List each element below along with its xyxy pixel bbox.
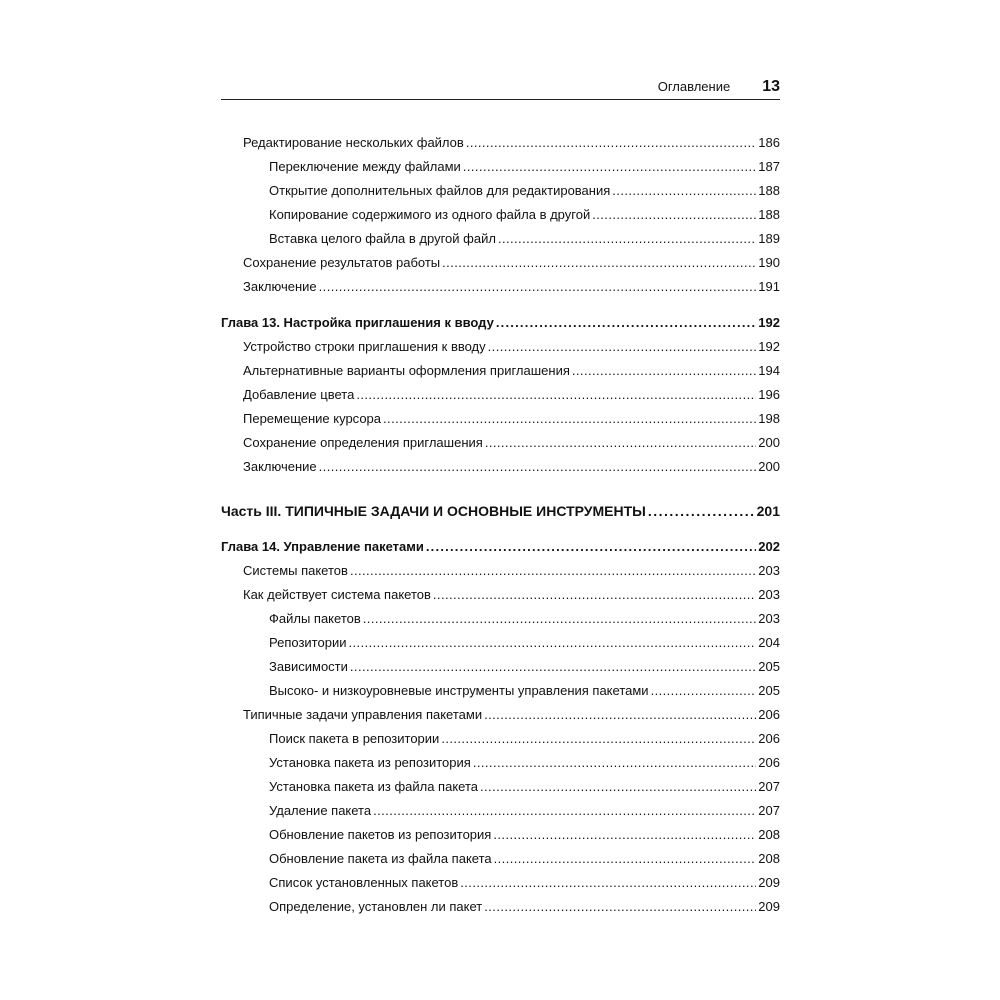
toc-entry-page: 192 — [758, 315, 780, 330]
dot-leader — [480, 775, 756, 799]
toc-entry-title: Вставка целого файла в другой файл — [269, 231, 496, 246]
toc-entry — [221, 895, 780, 919]
toc-entry — [221, 703, 780, 727]
toc-entry-title: Как действует система пакетов — [243, 587, 431, 602]
dot-leader — [496, 311, 756, 335]
toc-entry-title: Альтернативные варианты оформления приглашения — [243, 363, 570, 378]
dot-leader — [356, 383, 756, 407]
toc-entry — [221, 775, 780, 799]
toc-entry-page: 200 — [758, 459, 780, 474]
toc-entry — [221, 275, 780, 299]
toc-entry-page: 207 — [758, 803, 780, 818]
toc-entry-page: 203 — [758, 611, 780, 626]
toc-entry — [221, 407, 780, 431]
dot-leader — [319, 275, 757, 299]
toc-entry-page: 206 — [758, 755, 780, 770]
toc-entry — [221, 559, 780, 583]
dot-leader — [473, 751, 756, 775]
toc-entry-title: Глава 13. Настройка приглашения к вводу — [221, 315, 494, 330]
toc-entry-page: 192 — [758, 339, 780, 354]
toc-entry-page: 206 — [758, 731, 780, 746]
toc-entry-title: Заключение — [243, 279, 317, 294]
dot-leader — [433, 583, 756, 607]
toc-entry-page: 205 — [758, 659, 780, 674]
dot-leader — [373, 799, 756, 823]
toc-entry-page: 208 — [758, 851, 780, 866]
toc-entry-page: 203 — [758, 587, 780, 602]
toc-entry-title: Удаление пакета — [269, 803, 372, 818]
toc-chapter-entry — [221, 311, 780, 335]
toc-entry-title: Копирование содержимого из одного файла в другой — [269, 207, 591, 222]
dot-leader — [442, 251, 756, 275]
toc-entry-title: Типичные задачи управления пакетами — [243, 707, 483, 722]
toc-entry-title: Системы пакетов — [243, 563, 348, 578]
toc-entry-title: Сохранение определения приглашения — [243, 435, 483, 450]
toc-entry-page: 189 — [758, 231, 780, 246]
toc-entry — [221, 727, 780, 751]
toc-entry — [221, 679, 780, 703]
toc-entry — [221, 131, 780, 155]
toc-entry-title: Установка пакета из файла пакета — [269, 779, 478, 794]
toc-entry-page: 186 — [758, 135, 780, 150]
toc-entry-page: 201 — [756, 503, 780, 519]
dot-leader — [648, 499, 755, 523]
toc-entry — [221, 847, 780, 871]
toc-entry — [221, 751, 780, 775]
toc-entry-title: Зависимости — [269, 659, 348, 674]
toc-entry-page: 198 — [758, 411, 780, 426]
dot-leader — [485, 431, 756, 455]
dot-leader — [460, 871, 756, 895]
dot-leader — [363, 607, 757, 631]
toc-entry-page: 209 — [758, 899, 780, 914]
toc-entry-title: Файлы пакетов — [269, 611, 361, 626]
toc-entry-title: Репозитории — [269, 635, 347, 650]
toc-entry-page: 187 — [758, 159, 780, 174]
toc-entry-title: Устройство строки приглашения к вводу — [243, 339, 486, 354]
page-number: 13 — [762, 77, 780, 95]
toc-entry — [221, 871, 780, 895]
dot-leader — [592, 203, 756, 227]
toc-entry — [221, 455, 780, 479]
dot-leader — [426, 535, 756, 559]
toc-entry-title: Глава 14. Управление пакетами — [221, 539, 424, 554]
dot-leader — [348, 631, 756, 655]
toc-entry-title: Добавление цвета — [243, 387, 355, 402]
toc-entry-title: Список установленных пакетов — [269, 875, 459, 890]
toc-entry — [221, 631, 780, 655]
running-header-title: Оглавление — [657, 79, 731, 94]
toc-entry — [221, 607, 780, 631]
dot-leader — [493, 823, 756, 847]
dot-leader — [488, 335, 757, 359]
toc-entry-page: 209 — [758, 875, 780, 890]
toc-entry — [221, 583, 780, 607]
toc-entry-page: 200 — [758, 435, 780, 450]
dot-leader — [651, 679, 757, 703]
toc-entry-page: 203 — [758, 563, 780, 578]
toc-entry-page: 188 — [758, 207, 780, 222]
toc-entry-title: Высоко- и низкоуровневые инструменты управления пакетами — [269, 683, 649, 698]
table-of-contents — [221, 131, 780, 919]
toc-entry-title: Перемещение курсора — [243, 411, 382, 426]
toc-entry-title: Обновление пакета из файла пакета — [269, 851, 492, 866]
toc-entry-title: Переключение между файлами — [269, 159, 461, 174]
toc-entry — [221, 359, 780, 383]
dot-leader — [441, 727, 756, 751]
toc-entry — [221, 203, 780, 227]
toc-entry-page: 190 — [758, 255, 780, 270]
toc-entry-page: 206 — [758, 707, 780, 722]
toc-entry-title: Обновление пакетов из репозитория — [269, 827, 492, 842]
toc-entry — [221, 335, 780, 359]
toc-entry-page: 188 — [758, 183, 780, 198]
toc-entry-page: 202 — [758, 539, 780, 554]
toc-entry — [221, 823, 780, 847]
dot-leader — [494, 847, 757, 871]
toc-entry-page: 208 — [758, 827, 780, 842]
toc-entry-page: 204 — [758, 635, 780, 650]
dot-leader — [350, 559, 756, 583]
dot-leader — [484, 703, 756, 727]
toc-entry-page: 194 — [758, 363, 780, 378]
toc-entry-title: Сохранение результатов работы — [243, 255, 441, 270]
toc-entry-title: Часть III. ТИПИЧНЫЕ ЗАДАЧИ И ОСНОВНЫЕ ИНСТРУМЕНТЫ — [221, 503, 646, 519]
toc-entry-page: 196 — [758, 387, 780, 402]
dot-leader — [484, 895, 756, 919]
toc-entry-page: 191 — [758, 279, 780, 294]
dot-leader — [383, 407, 756, 431]
toc-entry-title: Редактирование нескольких файлов — [243, 135, 464, 150]
toc-entry — [221, 383, 780, 407]
dot-leader — [463, 155, 756, 179]
toc-entry-title: Поиск пакета в репозитории — [269, 731, 440, 746]
toc-entry — [221, 431, 780, 455]
toc-entry — [221, 227, 780, 251]
toc-entry-page: 205 — [758, 683, 780, 698]
dot-leader — [498, 227, 756, 251]
toc-entry — [221, 179, 780, 203]
toc-entry-title: Определение, установлен ли пакет — [269, 899, 483, 914]
page-header — [221, 74, 780, 100]
dot-leader — [319, 455, 757, 479]
toc-entry — [221, 155, 780, 179]
toc-entry — [221, 251, 780, 275]
toc-entry — [221, 799, 780, 823]
dot-leader — [612, 179, 756, 203]
toc-entry-title: Открытие дополнительных файлов для редактирования — [269, 183, 611, 198]
toc-entry-page: 207 — [758, 779, 780, 794]
toc-part-entry — [221, 499, 780, 523]
toc-chapter-entry — [221, 535, 780, 559]
dot-leader — [572, 359, 756, 383]
toc-entry — [221, 655, 780, 679]
toc-entry-title: Заключение — [243, 459, 317, 474]
dot-leader — [350, 655, 756, 679]
dot-leader — [466, 131, 756, 155]
toc-entry-title: Установка пакета из репозитория — [269, 755, 471, 770]
